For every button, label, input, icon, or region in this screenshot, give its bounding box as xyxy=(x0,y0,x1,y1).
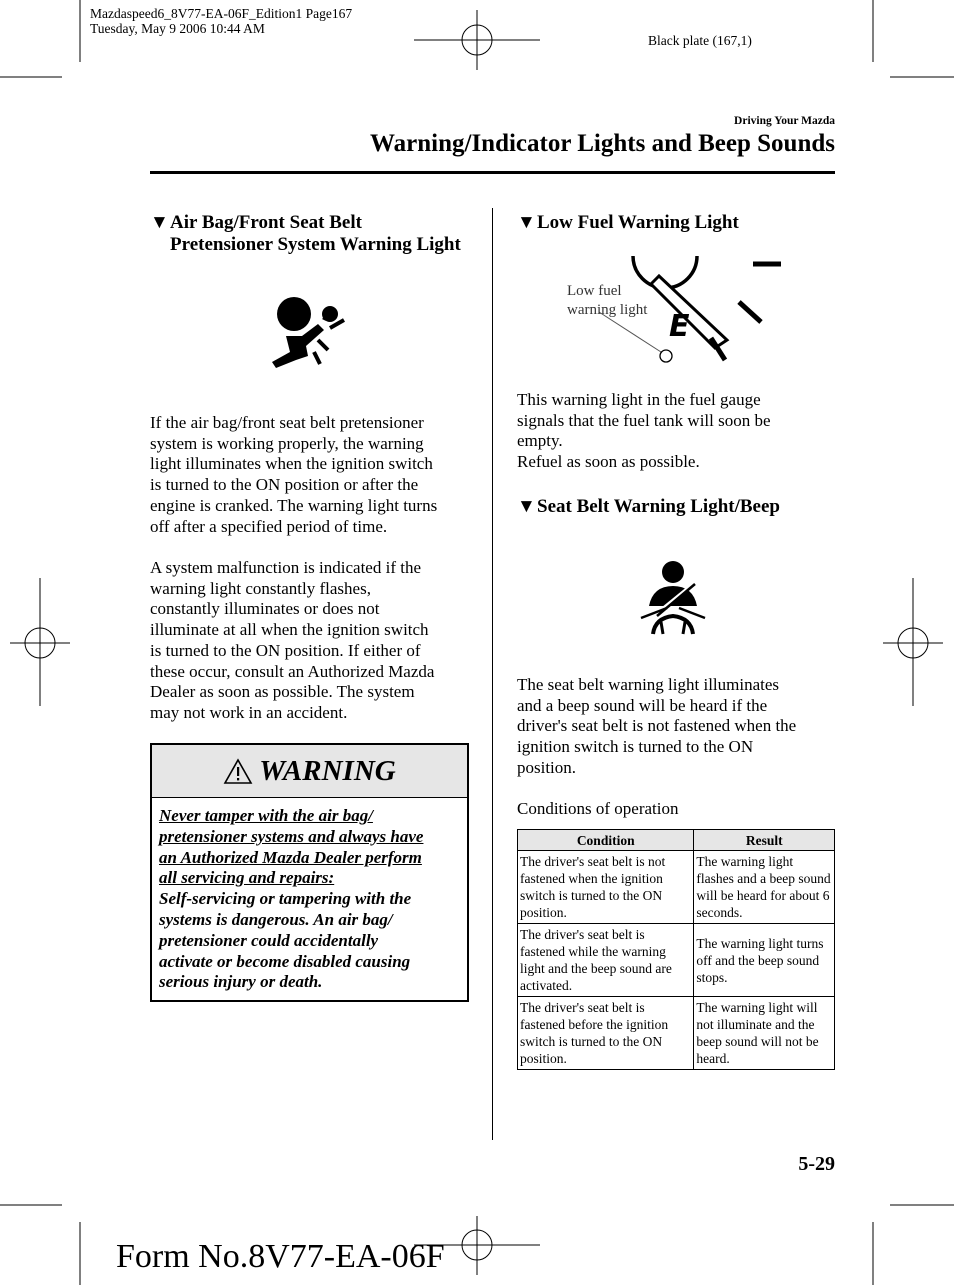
airbag-paragraph-2 xyxy=(150,558,480,724)
column-divider xyxy=(492,208,493,1140)
header-rule xyxy=(150,171,835,174)
warning-line: an Authorized Mazda Dealer perform xyxy=(159,847,422,867)
fuel-callout-line1: Low fuel xyxy=(567,283,622,299)
down-triangle-icon: ▼ xyxy=(150,212,169,233)
text-line: is turned to the ON position. If either of xyxy=(150,640,421,660)
page-title: Warning/Indicator Lights and Beep Sounds xyxy=(370,130,835,157)
fuel-callout xyxy=(567,282,647,320)
warning-line: systems is dangerous. An air bag/ xyxy=(159,909,393,929)
page-number: 5-29 xyxy=(798,1153,835,1175)
warning-triangle-icon xyxy=(223,758,253,785)
text-line: constantly illuminates or does not xyxy=(150,599,380,619)
text-line: engine is cranked. The warning light turns xyxy=(150,495,438,515)
warning-box xyxy=(150,743,469,1002)
warning-line: serious injury or death. xyxy=(159,972,323,992)
fuel-gauge-letter: E xyxy=(669,309,690,344)
table-row xyxy=(518,997,835,1070)
warning-body xyxy=(152,798,467,1001)
table-header-row xyxy=(518,830,835,851)
airbag-warning-icon xyxy=(266,294,350,374)
down-triangle-icon: ▼ xyxy=(517,212,536,233)
text-line: If the air bag/front seat belt pretensioner xyxy=(150,413,424,432)
text-line: A system malfunction is indicated if the xyxy=(150,558,422,577)
text-line: empty. xyxy=(517,431,563,451)
down-triangle-icon: ▼ xyxy=(517,496,536,517)
text-line: warning light constantly flashes, xyxy=(150,578,371,598)
text-line: system is working properly, the warning xyxy=(150,433,424,453)
text-line: is turned to the ON position or after the xyxy=(150,475,419,495)
text-line: Dealer as soon as possible. The system xyxy=(150,682,415,702)
fuel-paragraph xyxy=(517,390,837,473)
table-row xyxy=(518,924,835,997)
table-cell: The driver's seat belt is fastened before the ignition switch is turned to the ON position. xyxy=(518,997,694,1070)
fuel-heading xyxy=(517,212,837,234)
warning-line: all servicing and repairs: xyxy=(159,868,335,888)
table-header-condition: Condition xyxy=(518,830,694,851)
registration-mark-icon xyxy=(10,578,70,706)
warning-line: pretensioner could accidentally xyxy=(159,930,379,950)
warning-line: pretensioner systems and always have xyxy=(159,826,424,846)
table-cell: The warning light will not illuminate and the beep sound will not be heard. xyxy=(694,997,835,1070)
table-header-result: Result xyxy=(694,830,835,851)
airbag-heading-line2: Pretensioner System Warning Light xyxy=(170,234,461,255)
text-line: The seat belt warning light illuminates xyxy=(517,675,780,694)
plate-info: Black plate (167,1) xyxy=(648,33,752,48)
text-line: Refuel as soon as possible. xyxy=(517,452,700,472)
text-line: light illuminates when the ignition switch xyxy=(150,454,433,474)
warning-line: activate or become disabled causing xyxy=(159,951,411,971)
text-line: driver's seat belt is not fastened when the xyxy=(517,716,797,736)
seatbelt-paragraph xyxy=(517,675,837,779)
warning-line: Self-servicing or tampering with the xyxy=(159,889,412,909)
airbag-heading xyxy=(150,212,480,256)
registration-mark-icon xyxy=(414,10,540,70)
table-cell: The driver's seat belt is not fastened when the ignition switch is turned to the ON position. xyxy=(518,851,694,924)
airbag-paragraph-1 xyxy=(150,413,480,537)
conditions-table xyxy=(517,829,835,1070)
text-line: This warning light in the fuel gauge xyxy=(517,390,761,409)
section-label: Driving Your Mazda xyxy=(734,115,835,127)
seatbelt-warning-icon xyxy=(637,560,709,636)
table-cell: The warning light turns off and the beep sound stops. xyxy=(694,924,835,997)
warning-header xyxy=(152,745,467,798)
text-line: illuminate at all when the ignition switch xyxy=(150,620,429,640)
slug-info xyxy=(90,6,352,36)
text-line: these occur, consult an Authorized Mazda xyxy=(150,661,435,681)
text-line: off after a specified period of time. xyxy=(150,516,388,536)
table-cell: The driver's seat belt is fastened while the warning light and the beep sound are activated. xyxy=(518,924,694,997)
form-number: Form No.8V77-EA-06F xyxy=(116,1238,445,1275)
text-line: and a beep sound will be heard if the xyxy=(517,695,768,715)
fuel-heading-text: Low Fuel Warning Light xyxy=(537,212,739,233)
airbag-heading-line1: Air Bag/Front Seat Belt xyxy=(170,212,362,233)
text-line: ignition switch is turned to the ON xyxy=(517,737,754,757)
warning-line: Never tamper with the air bag/ xyxy=(159,806,373,825)
table-row xyxy=(518,851,835,924)
fuel-callout-line2: warning light xyxy=(567,302,648,318)
text-line: signals that the fuel tank will soon be xyxy=(517,410,771,430)
seatbelt-heading-text: Seat Belt Warning Light/Beep xyxy=(537,496,780,517)
text-line: may not work in an accident. xyxy=(150,702,348,722)
conditions-label: Conditions of operation xyxy=(517,799,679,818)
seatbelt-heading xyxy=(517,496,837,518)
slug-line-1: Mazdaspeed6_8V77-EA-06F_Edition1 Page167 xyxy=(90,6,353,21)
warning-title: WARNING xyxy=(259,754,396,787)
table-cell: The warning light flashes and a beep sound will be heard for about 6 seconds. xyxy=(694,851,835,924)
slug-line-2: Tuesday, May 9 2006 10:44 AM xyxy=(90,21,265,36)
text-line: position. xyxy=(517,757,577,777)
registration-mark-icon xyxy=(883,578,943,706)
